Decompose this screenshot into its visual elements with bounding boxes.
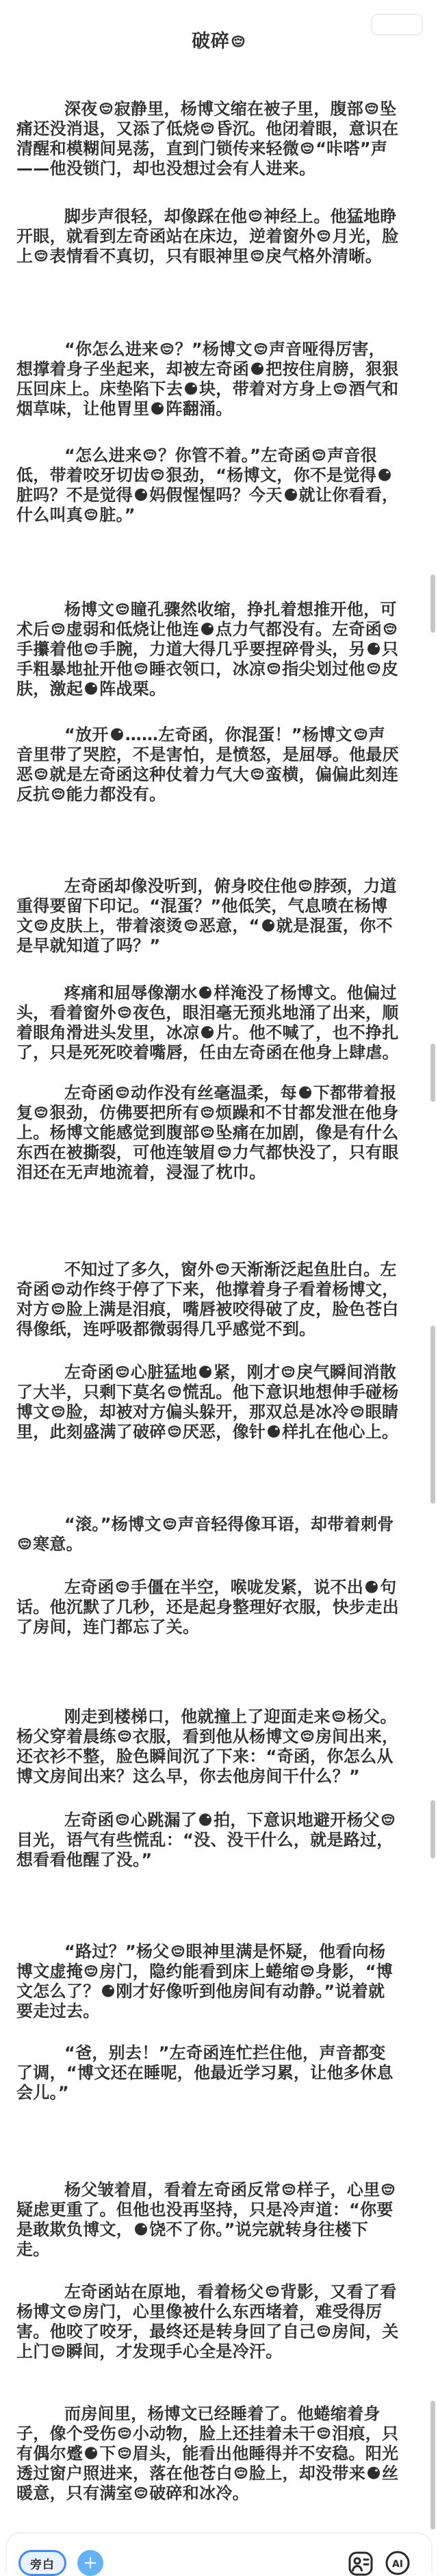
ball-icon <box>133 2221 149 2237</box>
paw-print-icon <box>116 2445 133 2461</box>
paw-print-icon <box>50 2343 66 2359</box>
paw-print-icon <box>199 1104 216 1120</box>
page-title: 破碎 <box>16 30 422 53</box>
ball-icon <box>260 917 276 933</box>
reader-screen <box>0 30 438 2573</box>
story-paragraph: “怎么进来 ？你管不着。”左奇函 声音很低，带着咬牙切齿 狠劲，“杨博文，你不是觉得 脏吗？不是觉得 妈假惺惺吗？今天 就让你看看，什么叫真 脏。” <box>16 446 399 525</box>
ball-icon <box>376 466 393 483</box>
paw-print-icon <box>315 2425 332 2441</box>
paw-print-icon <box>83 506 99 522</box>
ball-icon <box>133 486 149 503</box>
story-paragraph: 而房间里，杨博文已经睡着了。他蜷缩着身子，像个受伤 小动物，脸上还挂着未干 泪痕，只有偶尔蹙 下 眉头，能看出他睡得并不安稳。阳光透过窗户照进来，落在他苍白 脸上，却没带来 丝暖意，只有满室 破碎和冰冷。 <box>16 2404 399 2503</box>
paw-print-icon <box>162 1515 178 1532</box>
paw-print-icon <box>16 1535 33 1552</box>
ai-icon <box>385 2550 411 2576</box>
character-card-button[interactable] <box>348 2550 374 2576</box>
paw-print-icon <box>116 1004 133 1020</box>
story-paragraph: 左奇函 心跳漏了 拍，下意识地避开杨父 目光，语气有些慌乱：“没、没干什么，就是路过，想看看他醒了没。” <box>0 1810 438 1870</box>
paw-print-icon <box>166 1423 183 1439</box>
ball-icon <box>297 1084 313 1100</box>
paw-print-icon <box>199 1124 216 1140</box>
story-paragraph: “你怎么进来 ？”杨博文 声音哑得厉害，想撑着身子坐起来，却被左奇函 把按住肩膀，狠狠压回床上。床垫陷下去 块，带着对方身上 酒气和烟草味，让他胃里 阵翻涌。 <box>16 340 399 418</box>
ball-icon <box>199 1024 216 1040</box>
story-paragraph: 左奇函站在原地，看着杨父 背影，又看了看杨博文 房门，心里像被什么东西堵着，难受得厉害。他咬了咬牙，最终还是转身回了自己 房间，关上门 瞬间，才发现手心全是冷汗。 <box>16 2282 399 2361</box>
paw-print-icon <box>199 120 216 136</box>
ball-icon <box>183 380 199 396</box>
paw-print-icon <box>83 1962 99 1979</box>
ball-icon <box>100 1982 116 1999</box>
bottom-input-card <box>5 2532 433 2573</box>
bottom-bar-right <box>348 2550 411 2576</box>
paw-print-icon <box>311 446 327 463</box>
paw-print-icon <box>233 2464 249 2481</box>
paw-print-icon <box>133 2484 149 2501</box>
paw-print-icon <box>114 1811 131 1828</box>
story-paragraph: 左奇函 心脏猛地 紧，刚才 戾气瞬间消散了大半，只剩下莫名 慌乱。他下意识地想伸手碰杨博文 脸，却被对方偏头躲开，那双总是冰冷 眼睛里，此刻盛满了破碎 厌恶，像针 样扎在他心上。 <box>16 1363 399 1441</box>
paw-print-icon <box>50 1403 66 1419</box>
paw-print-icon <box>297 877 313 894</box>
paw-print-icon <box>183 917 199 933</box>
paw-print-icon <box>33 917 49 933</box>
ball-icon <box>197 984 214 1000</box>
paw-print-icon <box>33 247 49 264</box>
ball-icon <box>363 1578 380 1595</box>
paw-print-icon <box>83 640 99 657</box>
ball-icon <box>283 486 299 503</box>
ball-icon <box>109 726 125 742</box>
story-paragraph: 左奇函 手僵在半空，喉咙发紧，说不出 句话。他沉默了几秒，还是起身整理好衣服，快步走出了房间，连门都忘了关。 <box>16 1578 399 1637</box>
paw-print-icon <box>380 1811 396 1828</box>
ball-icon <box>197 1363 214 1380</box>
story-paragraph: 疼痛和屈辱像潮水 样淹没了杨博文。他偏过头，看着窗外 夜色，眼泪毫无预兆地涌了出来，顺着眼角滑进头发里，冰凉 片。他不喊了，也不挣扎了，只是死死咬着嘴唇，任由左奇函在他身上肆虐。 <box>16 983 399 1062</box>
bottom-bar-left <box>18 2550 103 2576</box>
paw-print-icon <box>149 466 166 483</box>
ball-icon <box>249 360 266 377</box>
story-paragraph: 刚走到楼梯口，他就撞上了迎面走来 杨父。杨父穿着晨练 衣服，看到他从杨博文 房间出来，还衣衫不整，脸色瞬间沉了下来：“奇函，你怎么从博文房间出来？这么早，你去他房间干什么？” <box>16 1707 399 1786</box>
narration-button[interactable]: 旁白 <box>18 2550 66 2576</box>
paw-print-icon <box>114 601 131 617</box>
paw-print-icon <box>382 620 398 637</box>
paw-print-icon <box>315 227 332 244</box>
paw-print-icon <box>142 446 158 463</box>
paw-print-icon <box>266 660 282 677</box>
paw-print-icon <box>170 1943 186 1959</box>
story-paragraph: 脚步声很轻，却像踩在他 神经上。他猛地睁开眼，就看到左奇函站在床边，逆着窗外 月光，脸上 表情看不真切，只有眼神里 戾气格外清晰。 <box>16 207 399 266</box>
paw-print-icon <box>159 340 175 357</box>
paw-print-icon <box>216 1144 233 1160</box>
paw-print-icon <box>50 1300 66 1317</box>
scrollbar-thumb[interactable] <box>430 2401 435 2529</box>
story-paragraph: 杨博文 瞳孔骤然收缩，挣扎着想推开他，可术后 虚弱和低烧让他连 点力气都没有。左奇函 手攥着他 手腕，力道大得几乎要捏碎骨头，另 只手粗暴地扯开他 睡衣领口，冰凉 指尖划过他 皮肤，激起 阵战栗。 <box>16 600 399 698</box>
paw-print-icon <box>114 1084 131 1100</box>
paw-print-icon <box>365 660 382 677</box>
paw-print-icon <box>349 1403 365 1419</box>
paw-print-icon <box>249 247 266 264</box>
paw-print-icon <box>253 340 269 357</box>
paw-print-icon <box>66 2303 83 2319</box>
paw-print-icon <box>299 1962 315 1979</box>
paw-print-icon <box>50 1280 66 1297</box>
paw-print-icon <box>281 2181 297 2197</box>
paw-print-icon <box>247 207 263 224</box>
story-paragraph: 深夜 寂静里，杨博文缩在被子里，腹部 坠痛还没消退，又添了低烧 昏沉。他闭着眼，意识在清醒和模糊间晃荡，直到门锁传来轻微 “咔嗒”声——他没锁门，却也没想过会有人进来。 <box>16 99 399 178</box>
paw-print-icon <box>363 100 380 116</box>
paw-print-icon <box>264 2283 281 2299</box>
story-paragraph: 不知过了多久，窗外 天渐渐泛起鱼肚白。左奇函 动作终于停了下来，他撑着身子看着杨博文，对方 脸上满是泪痕，嘴唇被咬得破了皮，脸色苍白得像纸，连呼吸都微弱得几乎感觉不到。 <box>16 1260 399 1339</box>
story-paragraph: 左奇函 动作没有丝毫温柔，每 下都带着报复 狠劲，仿佛要把所有 烦躁和不甘都发泄在他身上。杨博文能感觉到腹部 坠痛在加剧，像是有什么东西在被撕裂，可他连皱眉 力气都快没了，只有眼泪还在无声地流着，浸湿了枕巾。 <box>16 1083 399 1182</box>
story-paragraph: 杨父皱着眉，看着左奇函反常 样子，心里 疑虑更重了。但他也没再坚持，只是冷声道：“你要是敢欺负博文， 饶不了你。”说完就转身往楼下走。 <box>0 2180 438 2260</box>
scrollbar-thumb[interactable] <box>430 1800 435 1858</box>
paw-print-icon <box>249 766 266 782</box>
ball-icon <box>197 1811 214 1828</box>
paw-print-icon <box>50 785 66 802</box>
paw-print-icon <box>214 1261 231 1277</box>
ball-icon <box>199 620 216 637</box>
paw-print-icon <box>315 2323 332 2339</box>
ball-icon <box>365 2464 382 2481</box>
add-button[interactable]: + <box>77 2550 103 2576</box>
scrollbar-thumb[interactable] <box>430 1044 435 1102</box>
paw-print-icon <box>98 100 114 116</box>
paw-print-icon <box>299 1728 315 1744</box>
paw-print-icon <box>114 1363 131 1380</box>
ball-icon <box>365 640 382 657</box>
ball-icon <box>266 1423 282 1439</box>
story-content <box>0 30 438 2503</box>
ai-button[interactable] <box>385 2550 411 2576</box>
paw-print-icon <box>332 380 348 396</box>
paw-print-icon <box>33 1104 49 1120</box>
paw-print-icon <box>166 1383 183 1400</box>
ball-icon <box>83 680 99 696</box>
paw-print-icon <box>33 766 49 782</box>
story-paragraph: “放开 ……左奇函，你混蛋！”杨博文 声音里带了哭腔，不是害怕，是愤怒，是屈辱。他最厌恶 就是左奇函这种仗着力气大 蛮横，偏偏此刻连反抗 能力都没有。 <box>16 725 399 804</box>
paw-print-icon <box>116 1728 133 1744</box>
scrollbar-thumb[interactable] <box>430 1326 435 1504</box>
paw-print-icon <box>116 2425 133 2441</box>
paw-print-icon <box>352 726 369 742</box>
story-paragraph: “路过？”杨父 眼神里满是怀疑，他看向杨博文虚掩 房门，隐约能看到床上蜷缩 身影，“博文怎么了？ 刚才好像听到他房间有动静。”说着就要走过去。 <box>16 1942 394 2021</box>
story-paragraph: “滚。”杨博文 声音轻得像耳语，却带着刺骨 寒意。 <box>0 1515 438 1554</box>
paw-print-icon <box>133 660 149 677</box>
story-paragraph: “爸，别去！”左奇函连忙拦住他，声音都变了调，“博文还在睡呢，他最近学习累，让他多休息会儿。” <box>16 2043 394 2102</box>
story-paragraph: 左奇函却像没听到，俯身咬住他 脖颈，力道重得要留下印记。“混蛋？”他低笑，气息喷在杨博文 皮肤上，带着滚烫 恶意，“ 就是混蛋，你不是早就知道了吗？” <box>16 876 397 955</box>
paw-print-icon <box>331 1708 347 1724</box>
paw-print-icon <box>50 620 66 637</box>
paw-print-icon <box>230 33 246 49</box>
paw-print-icon <box>280 1363 296 1380</box>
ball-icon <box>83 2445 99 2461</box>
paw-print-icon <box>114 1578 131 1595</box>
ball-icon <box>149 400 166 416</box>
paw-print-icon <box>380 2181 396 2197</box>
paw-print-icon <box>299 140 315 156</box>
svg-text:AI: AI <box>391 2559 404 2570</box>
scrollbar-thumb[interactable] <box>430 574 435 633</box>
character-card-icon <box>348 2550 374 2576</box>
